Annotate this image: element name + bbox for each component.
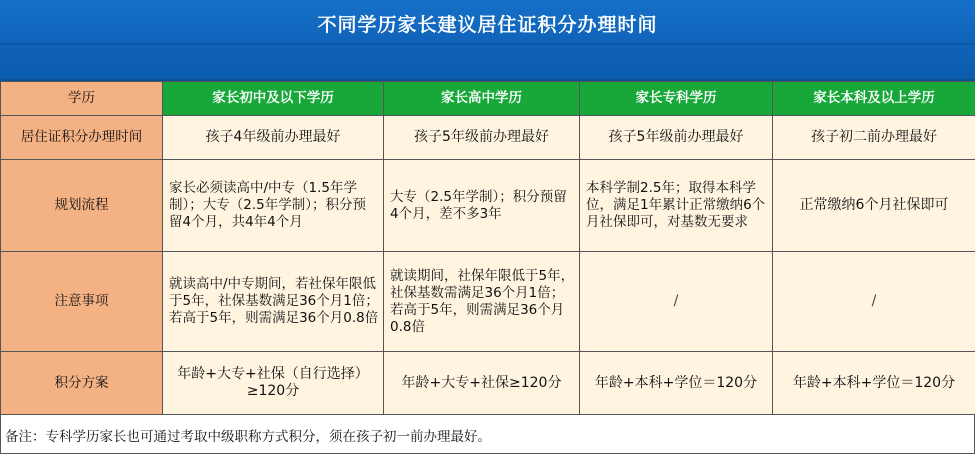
table-cell: 就读期间，社保年限低于5年，社保基数需满足36个月1倍；若高于5年，则需满足36个月0.8倍 (384, 252, 580, 352)
row-header: 积分方案 (1, 352, 163, 415)
table-cell: 正常缴纳6个月社保即可 (773, 160, 975, 252)
header-label-education: 学历 (1, 82, 163, 116)
table-cell: 家长必须读高中/中专（1.5年学制）；大专（2.5年学制）；积分预留4个月，共4年4个月 (163, 160, 384, 252)
table-cell: 大专（2.5年学制）；积分预留4个月，差不多3年 (384, 160, 580, 252)
column-header: 家长初中及以下学历 (163, 82, 384, 116)
table-row (1, 352, 975, 415)
footnote (0, 415, 975, 454)
table-cell: 本科学制2.5年；取得本科学位，满足1年累计正常缴纳6个月社保即可，对基数无要求 (580, 160, 773, 252)
table-cell: 孩子5年级前办理最好 (384, 116, 580, 160)
table-cell-empty: / (773, 252, 975, 352)
table-row (1, 116, 975, 160)
table-cell: 年龄+本科+学位＝120分 (580, 352, 773, 415)
table-cell: 孩子初二前办理最好 (773, 116, 975, 160)
footnote-text: 备注：专科学历家长也可通过考取中级职称方式积分，须在孩子初一前办理最好。 (5, 429, 491, 445)
row-header: 注意事项 (1, 252, 163, 352)
table-cell-empty: / (580, 252, 773, 352)
table-cell: 就读高中/中专期间，若社保年限低于5年，社保基数满足36个月1倍；若高于5年，则需满足36个月0.8倍 (163, 252, 384, 352)
table-cell: 孩子5年级前办理最好 (580, 116, 773, 160)
title-divider (0, 43, 975, 45)
title-banner (0, 0, 975, 81)
table-cell: 年龄+大专+社保≥120分 (384, 352, 580, 415)
column-header: 家长本科及以上学历 (773, 82, 975, 116)
table-cell: 年龄+本科+学位＝120分 (773, 352, 975, 415)
comparison-table (0, 81, 975, 415)
table-header-row (1, 82, 975, 116)
row-header: 居住证积分办理时间 (1, 116, 163, 160)
table-cell: 孩子4年级前办理最好 (163, 116, 384, 160)
table-row (1, 252, 975, 352)
column-header: 家长专科学历 (580, 82, 773, 116)
row-header: 规划流程 (1, 160, 163, 252)
column-header: 家长高中学历 (384, 82, 580, 116)
table-cell: 年龄+大专+社保（自行选择）≥120分 (163, 352, 384, 415)
table-row (1, 160, 975, 252)
page-title: 不同学历家长建议居住证积分办理时间 (317, 14, 658, 36)
